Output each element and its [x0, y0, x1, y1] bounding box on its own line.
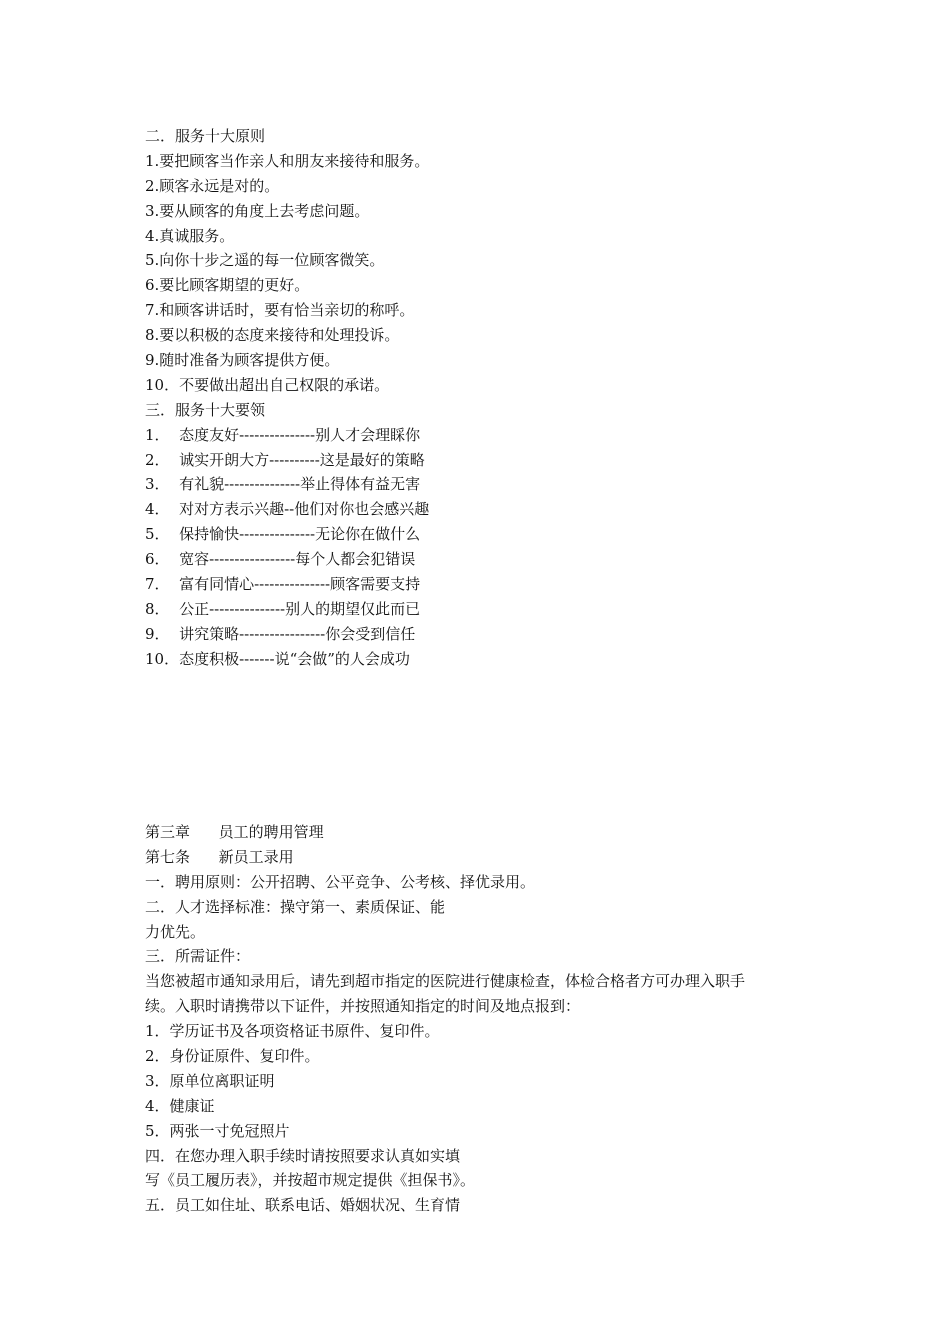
list-item: 2．身份证原件、复印件。: [145, 1047, 320, 1066]
list-item: 3．原单位离职证明: [145, 1071, 275, 1090]
list-item: 4． 对对方表示兴趣--他们对你也会感兴趣: [145, 500, 430, 519]
list-item: 7． 富有同情心---------------顾客需要支持: [145, 575, 421, 594]
paragraph-line: 当您被超市通知录用后，请先到超市指定的医院进行健康检查，体检合格者方可办理入职手: [145, 972, 746, 991]
list-item: 6． 宽容-----------------每个人都会犯错误: [145, 550, 416, 569]
article-title: 第七条 新员工录用: [145, 847, 294, 866]
chapter-section: [145, 820, 825, 1218]
service-section: [145, 124, 825, 672]
list-item: 5.向你十步之遥的每一位顾客微笑。: [145, 251, 385, 270]
list-item: 8.要以积极的态度来接待和处理投诉。: [145, 326, 400, 345]
clause-line: 三．所需证件：: [145, 947, 251, 966]
clause-line: 力优先。: [145, 922, 206, 941]
list-item: 3.要从顾客的角度上去考虑问题。: [145, 201, 370, 220]
clause-line: 写《员工履历表》，并按超市规定提供《担保书》。: [145, 1171, 476, 1190]
list-item: 1.要把顾客当作亲人和朋友来接待和服务。: [145, 151, 430, 170]
list-item: 10．态度积极-------说“会做”的人会成功: [145, 649, 410, 668]
list-item: 7.和顾客讲话时，要有恰当亲切的称呼。: [145, 301, 415, 320]
documents-list: [145, 1019, 825, 1143]
section-heading-principles: 二．服务十大原则: [145, 127, 266, 145]
list-item: 9.随时准备为顾客提供方便。: [145, 351, 340, 370]
clause-line: 一．聘用原则：公开招聘、公平竞争、公考核、择优录用。: [145, 872, 536, 891]
principles-list: [145, 149, 825, 398]
list-item: 4．健康证: [145, 1096, 215, 1115]
list-item: 8． 公正---------------别人的期望仅此而已: [145, 599, 421, 618]
list-item: 1． 态度友好---------------别人才会理睬你: [145, 425, 421, 444]
essentials-list: [145, 423, 825, 672]
section-heading-essentials: 三．服务十大要领: [145, 400, 266, 419]
list-item: 6.要比顾客期望的更好。: [145, 276, 310, 295]
list-item: 10．不要做出超出自己权限的承诺。: [145, 375, 390, 394]
list-item: 5．两张一寸免冠照片: [145, 1121, 290, 1140]
clause-line: 二．人才选择标准：操守第一、素质保证、能: [145, 897, 446, 916]
list-item: 2.顾客永远是对的。: [145, 176, 280, 195]
list-item: 4.真诚服务。: [145, 226, 235, 245]
list-item: 2． 诚实开朗大方----------这是最好的策略: [145, 450, 425, 469]
list-item: 3． 有礼貌---------------举止得体有益无害: [145, 475, 421, 494]
list-item: 1．学历证书及各项资格证书原件、复印件。: [145, 1022, 440, 1041]
list-item: 5． 保持愉快---------------无论你在做什么: [145, 525, 421, 544]
chapter-title: 第三章 员工的聘用管理: [145, 823, 324, 841]
list-item: 9． 讲究策略-----------------你会受到信任: [145, 624, 416, 643]
clause-line: 五．员工如住址、联系电话、婚姻状况、生育情: [145, 1196, 461, 1215]
paragraph-line: 续。入职时请携带以下证件，并按照通知指定的时间及地点报到：: [145, 997, 581, 1016]
clause-line: 四．在您办理入职手续时请按照要求认真如实填: [145, 1146, 461, 1165]
